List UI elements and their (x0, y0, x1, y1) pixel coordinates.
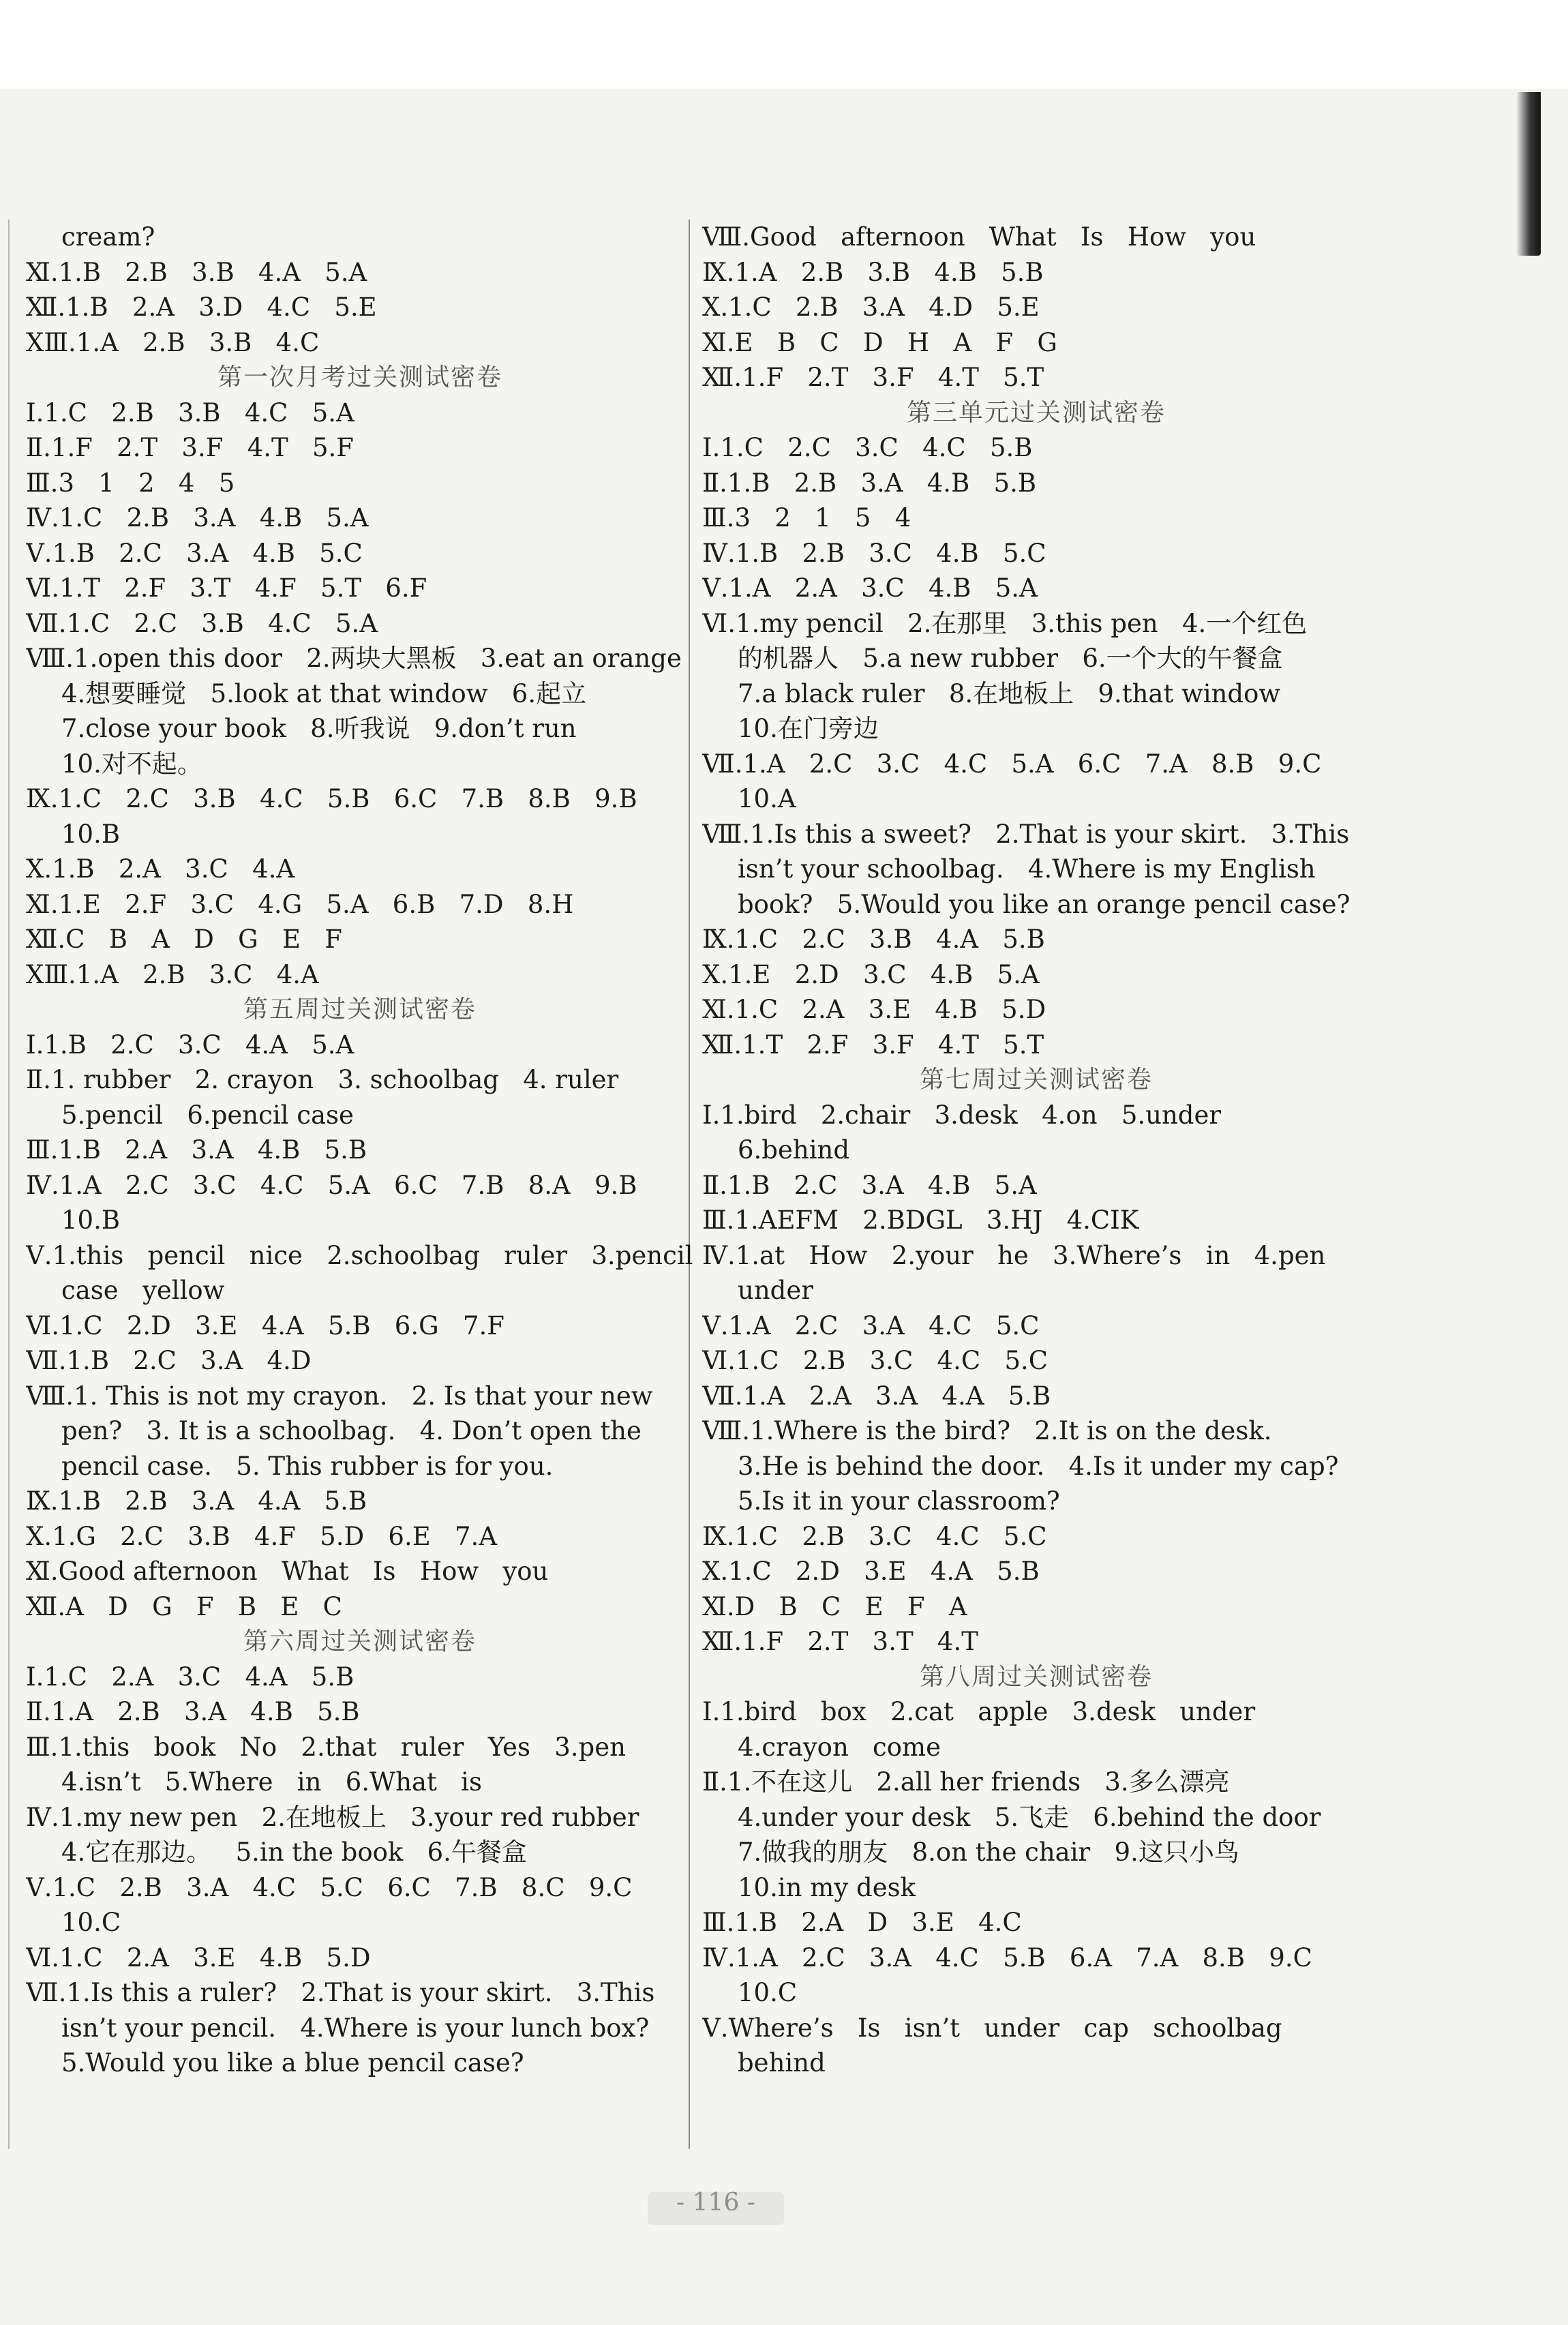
page-number: - 116 - (676, 2189, 755, 2217)
answer-line: Ⅹ.1.C 2.D 3.E 4.A 5.B (702, 1557, 1040, 1586)
answer-line: Ⅴ.1.this pencil nice 2.schoolbag ruler 3.pencil (26, 1240, 693, 1270)
answer-line: Ⅴ.1.C 2.B 3.A 4.C 5.C 6.C 7.B 8.C 9.C (26, 1872, 633, 1902)
answer-line: cream? (61, 222, 155, 252)
left-margin-rule (8, 220, 10, 2149)
answer-line: 4.under your desk 5.飞走 6.behind the door (738, 1802, 1321, 1832)
answer-line: behind (738, 2048, 826, 2078)
answer-line: 10.B (61, 1205, 121, 1235)
answer-line: Ⅴ.Where’s Is isn’t under cap schoolbag (702, 2013, 1282, 2043)
answer-line: isn’t your schoolbag. 4.Where is my English (738, 854, 1316, 884)
answer-line: 5.Would you like a blue pencil case? (61, 2048, 524, 2078)
section-heading: 第八周过关测试密卷 (919, 1662, 1153, 1691)
section-heading: 第七周过关测试密卷 (919, 1066, 1153, 1094)
answer-line: Ⅰ.1.bird box 2.cat apple 3.desk under (702, 1697, 1256, 1726)
section-heading: 第五周过关测试密卷 (243, 995, 477, 1023)
answer-line: Ⅵ.1.C 2.B 3.C 4.C 5.C (702, 1346, 1049, 1375)
answer-line: Ⅶ.1.A 2.A 3.A 4.A 5.B (702, 1381, 1051, 1411)
answer-line: book? 5.Would you like an orange pencil case? (738, 889, 1351, 919)
answer-line: Ⅲ.1.this book No 2.that ruler Yes 3.pen (26, 1732, 626, 1762)
answer-line: Ⅱ.1.B 2.B 3.A 4.B 5.B (702, 468, 1037, 498)
answer-line: isn’t your pencil. 4.Where is your lunch box? (61, 2013, 650, 2043)
answer-line: Ⅺ.D B C E F A (702, 1591, 967, 1621)
answer-line: 10.C (61, 1908, 121, 1937)
answer-line: 10.C (738, 1978, 798, 2007)
answer-line: Ⅶ.1.A 2.C 3.C 4.C 5.A 6.C 7.A 8.B 9.C (702, 749, 1322, 779)
answer-line: Ⅲ.3 2 1 5 4 (702, 503, 911, 532)
answer-line: Ⅰ.1.C 2.B 3.B 4.C 5.A (26, 397, 355, 427)
answer-line: Ⅱ.1.F 2.T 3.F 4.T 5.F (26, 433, 354, 462)
answer-line: Ⅸ.1.C 2.C 3.B 4.C 5.B 6.C 7.B 8.B 9.B (26, 784, 637, 813)
answer-line: Ⅺ.1.C 2.A 3.E 4.B 5.D (702, 995, 1046, 1024)
answer-line: Ⅴ.1.A 2.C 3.A 4.C 5.C (702, 1310, 1040, 1340)
answer-line: 10.B (61, 819, 121, 849)
answer-line: 4.它在那边。 5.in the book 6.午餐盒 (61, 1837, 527, 1867)
answer-line: Ⅱ.1.B 2.C 3.A 4.B 5.A (702, 1170, 1037, 1200)
answer-line: Ⅺ.1.B 2.B 3.B 4.A 5.A (26, 257, 367, 287)
answer-line: Ⅷ.1.Where is the bird? 2.It is on the desk. (702, 1416, 1272, 1445)
section-heading: 第三单元过关测试密卷 (906, 398, 1166, 427)
answer-line: Ⅰ.1.B 2.C 3.C 4.A 5.A (26, 1030, 355, 1060)
answer-line: 7.做我的朋友 8.on the chair 9.这只小鸟 (738, 1837, 1239, 1867)
answer-line: Ⅵ.1.C 2.A 3.E 4.B 5.D (26, 1942, 371, 1972)
answer-line: Ⅶ.1.C 2.C 3.B 4.C 5.A (26, 608, 378, 638)
answer-line: Ⅱ.1. rubber 2. crayon 3. schoolbag 4. ruler (26, 1065, 619, 1094)
answer-line: Ⅰ.1.C 2.A 3.C 4.A 5.B (26, 1662, 355, 1692)
answer-line: Ⅴ.1.B 2.C 3.A 4.B 5.C (26, 538, 363, 568)
answer-line: Ⅺ.1.E 2.F 3.C 4.G 5.A 6.B 7.D 8.H (26, 889, 574, 919)
answer-line: 5.pencil 6.pencil case (61, 1100, 354, 1130)
answer-line: Ⅲ.3 1 2 4 5 (26, 468, 235, 498)
answer-line: Ⅸ.1.A 2.B 3.B 4.B 5.B (702, 257, 1044, 287)
answer-line: case yellow (61, 1276, 225, 1305)
answer-line: 10.in my desk (738, 1872, 916, 1902)
answer-line: Ⅵ.1.my pencil 2.在那里 3.this pen 4.一个红色 (702, 608, 1308, 638)
answer-line: 4.想要睡觉 5.look at that window 6.起立 (61, 678, 587, 708)
answer-line: 7.close your book 8.听我说 9.don’t run (61, 714, 577, 743)
answer-line: ⅩⅢ.1.A 2.B 3.C 4.A (26, 959, 319, 989)
section-heading: 第一次月考过关测试密卷 (217, 363, 502, 391)
answer-line: 10.在门旁边 (738, 714, 879, 743)
answer-line: Ⅱ.1.不在这儿 2.all her friends 3.多么漂亮 (702, 1767, 1230, 1797)
answer-line: Ⅲ.1.AEFM 2.BDGL 3.HJ 4.CIK (702, 1205, 1139, 1235)
right-answer-column (702, 220, 1370, 2081)
answer-line: Ⅳ.1.B 2.B 3.C 4.B 5.C (702, 538, 1046, 568)
answer-line: Ⅱ.1.A 2.B 3.A 4.B 5.B (26, 1697, 360, 1726)
answer-line: Ⅰ.1.C 2.C 3.C 4.C 5.B (702, 433, 1033, 462)
answer-line: Ⅴ.1.A 2.A 3.C 4.B 5.A (702, 573, 1038, 603)
answer-line: Ⅳ.1.C 2.B 3.A 4.B 5.A (26, 503, 369, 532)
answer-line: Ⅶ.1.B 2.C 3.A 4.D (26, 1346, 312, 1375)
answer-line: Ⅹ.1.G 2.C 3.B 4.F 5.D 6.E 7.A (26, 1521, 498, 1551)
answer-line: Ⅳ.1.at How 2.your he 3.Where’s in 4.pen (702, 1240, 1326, 1270)
answer-line: 10.A (738, 784, 796, 813)
answer-line: Ⅹ.1.B 2.A 3.C 4.A (26, 854, 295, 884)
answer-line: Ⅸ.1.C 2.C 3.B 4.A 5.B (702, 925, 1045, 954)
answer-line: pen? 3. It is a schoolbag. 4. Don’t open the (61, 1416, 642, 1445)
answer-line: Ⅻ.C B A D G E F (26, 925, 342, 954)
answer-line: Ⅻ.1.T 2.F 3.F 4.T 5.T (702, 1030, 1044, 1060)
answer-line: Ⅻ.1.B 2.A 3.D 4.C 5.E (26, 292, 377, 322)
answer-line: Ⅳ.1.A 2.C 3.C 4.C 5.A 6.C 7.B 8.A 9.B (26, 1170, 637, 1200)
answer-line: 6.behind (738, 1135, 850, 1165)
answer-line: Ⅺ.E B C D H A F G (702, 327, 1057, 357)
answer-line: Ⅵ.1.T 2.F 3.T 4.F 5.T 6.F (26, 573, 427, 603)
answer-line: Ⅻ.1.F 2.T 3.F 4.T 5.T (702, 363, 1044, 392)
answer-line: Ⅻ.1.F 2.T 3.T 4.T (702, 1627, 978, 1656)
answer-line: Ⅻ.A D G F B E C (26, 1591, 342, 1621)
section-heading: 第六周过关测试密卷 (243, 1627, 477, 1655)
answer-line: Ⅹ.1.C 2.B 3.A 4.D 5.E (702, 292, 1040, 322)
answer-line: Ⅶ.1.Is this a ruler? 2.That is your skirt. 3.This (26, 1978, 655, 2007)
answer-line: Ⅹ.1.E 2.D 3.C 4.B 5.A (702, 959, 1040, 989)
answer-line: Ⅸ.1.B 2.B 3.A 4.A 5.B (26, 1486, 367, 1516)
answer-line: 5.Is it in your classroom? (738, 1486, 1060, 1516)
answer-line: Ⅷ.1.open this door 2.两块大黑板 3.eat an orange (26, 644, 682, 673)
answer-line: Ⅳ.1.my new pen 2.在地板上 3.your red rubber (26, 1802, 639, 1832)
answer-line: 10.对不起。 (61, 749, 202, 779)
answer-line: under (738, 1276, 813, 1305)
answer-line: pencil case. 5. This rubber is for you. (61, 1451, 554, 1481)
answer-line: Ⅺ.Good afternoon What Is How you (26, 1557, 549, 1586)
answer-line: Ⅲ.1.B 2.A 3.A 4.B 5.B (26, 1135, 367, 1165)
answer-line: Ⅷ.Good afternoon What Is How you (702, 222, 1256, 252)
left-answer-column (26, 220, 694, 2081)
answer-line: 3.He is behind the door. 4.Is it under my cap? (738, 1451, 1339, 1481)
binding-shadow (1516, 92, 1541, 256)
answer-line: Ⅵ.1.C 2.D 3.E 4.A 5.B 6.G 7.F (26, 1310, 504, 1340)
answer-line: 4.isn’t 5.Where in 6.What is (61, 1767, 482, 1797)
answer-line: 7.a black ruler 8.在地板上 9.that window (738, 678, 1281, 708)
answer-line: Ⅷ.1. This is not my crayon. 2. Is that your new (26, 1381, 653, 1411)
answer-line: Ⅸ.1.C 2.B 3.C 4.C 5.C (702, 1521, 1047, 1551)
answer-line: Ⅳ.1.A 2.C 3.A 4.C 5.B 6.A 7.A 8.B 9.C (702, 1942, 1312, 1972)
answer-line: 4.crayon come (738, 1732, 941, 1762)
answer-line: 的机器人 5.a new rubber 6.一个大的午餐盒 (738, 644, 1283, 673)
answer-line: ⅩⅢ.1.A 2.B 3.B 4.C (26, 327, 320, 357)
answer-line: Ⅰ.1.bird 2.chair 3.desk 4.on 5.under (702, 1100, 1222, 1130)
answer-line: Ⅲ.1.B 2.A D 3.E 4.C (702, 1908, 1022, 1937)
answer-line: Ⅷ.1.Is this a sweet? 2.That is your skirt. 3.This (702, 819, 1350, 849)
